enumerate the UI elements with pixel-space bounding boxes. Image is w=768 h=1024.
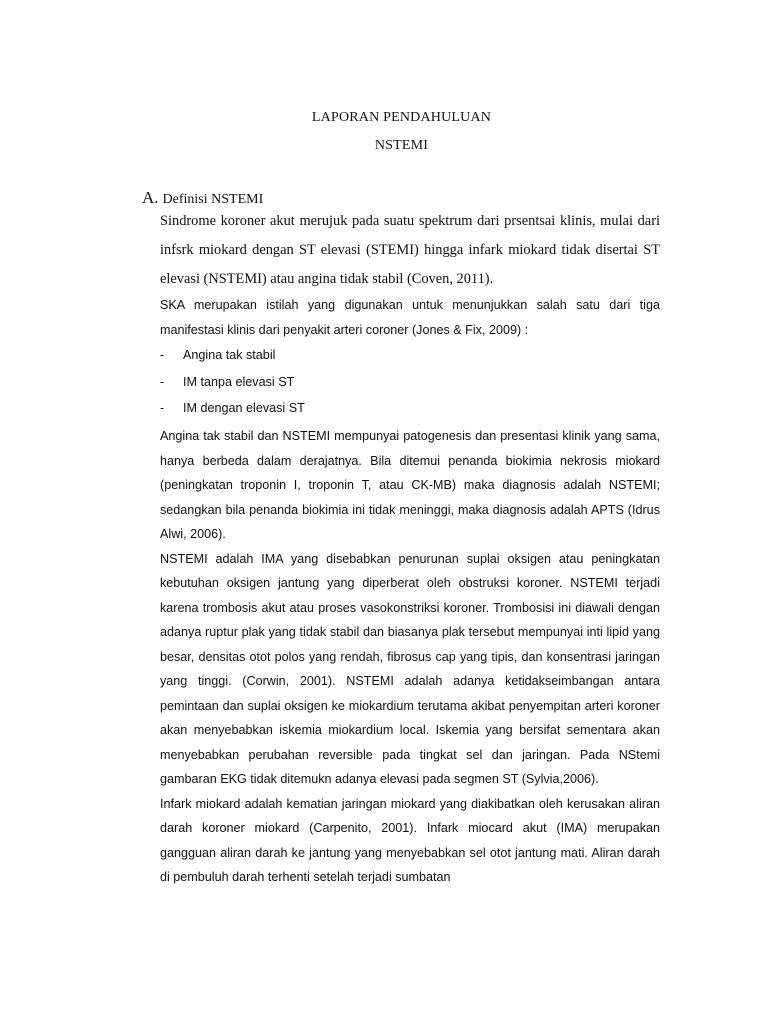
manifestation-list [160,342,660,422]
list-bullet: - [160,348,165,362]
section-letter: A. [142,188,159,207]
list-item [160,395,660,422]
paragraph-definition: Sindrome koroner akut merujuk pada suatu spektrum dari prsentsai klinis, mulai dari infsrk miokard dengan ST elevasi (STEMI) hingga infark miokard tidak disertai ST elevasi (NSTEMI) atau angina tidak stabil (Coven, 2011). [160,213,660,287]
page-subtitle: NSTEMI [374,138,429,153]
section-title: Definisi NSTEMI [162,192,264,207]
list-bullet: - [160,401,165,415]
list-item-label: Angina tak stabil [183,348,276,362]
paragraph-nstemi: NSTEMI adalah IMA yang disebabkan penurunan suplai oksigen atau peningkatan kebutuhan oksigen jantung yang diperberat oleh obstruksi koroner. NSTEMI terjadi karena trombosis akut atau proses vasokonstriksi koroner. Trombosisi ini diawali dengan adanya ruptur plak yang tidak stabil dan biasanya plak tersebut mempunyai inti lipid yang besar, densitas otot polos yang rendah, fibrosus cap yang tipis, dan konsentrasi jaringan yang tinggi. (Corwin, 2001). NSTEMI adalah adanya ketidakseimbangan antara pemintaan dan suplai oksigen ke miokardium terutama akibat penyempitan arteri koroner akan menyebabkan iskemia miokardium local. Iskemia yang bersifat sementara akan menyebabkan perubahan reversible pada tingkat sel dan jaringan. Pada NStemi gambaran EKG tidak ditemukn adanya elevasi pada segmen ST (Sylvia,2006). [160,551,660,786]
list-item [160,369,660,396]
page-title: LAPORAN PENDAHULUAN [311,110,492,125]
paragraph-pathogenesis: Angina tak stabil dan NSTEMI mempunyai patogenesis dan presentasi klinik yang sama, hanya berbeda dalam derajatnya. Bila ditemui penanda biokimia nekrosis miokard (peningkatan troponin I, troponin T, atau CK-MB) maka diagnosis adalah NSTEMI; sedangkan bila penanda biokimia ini tidak meninggi, maka diagnosis adalah APTS (Idrus Alwi, 2006). [160,429,660,541]
paragraph-ska: SKA merupakan istilah yang digunakan untuk menunjukkan salah satu dari tiga manifestasi klinis dari penyakit arteri coroner (Jones & Fix, 2009) : [160,298,660,337]
list-item-label: IM dengan elevasi ST [183,401,305,415]
section-heading [142,188,263,208]
list-item [160,342,660,369]
list-bullet: - [160,374,165,389]
paragraph-infark: Infark miokard adalah kematian jaringan miokard yang diakibatkan oleh kerusakan aliran darah koroner miokard (Carpenito, 2001). Infark miocard akut (IMA) merupakan gangguan aliran darah ke jantung yang menyebabkan sel otot jantung mati. Aliran darah di pembuluh darah terhenti setelah terjadi sumbatan [160,796,660,884]
body-text [160,424,660,890]
list-item-label: IM tanpa elevasi ST [183,374,295,389]
